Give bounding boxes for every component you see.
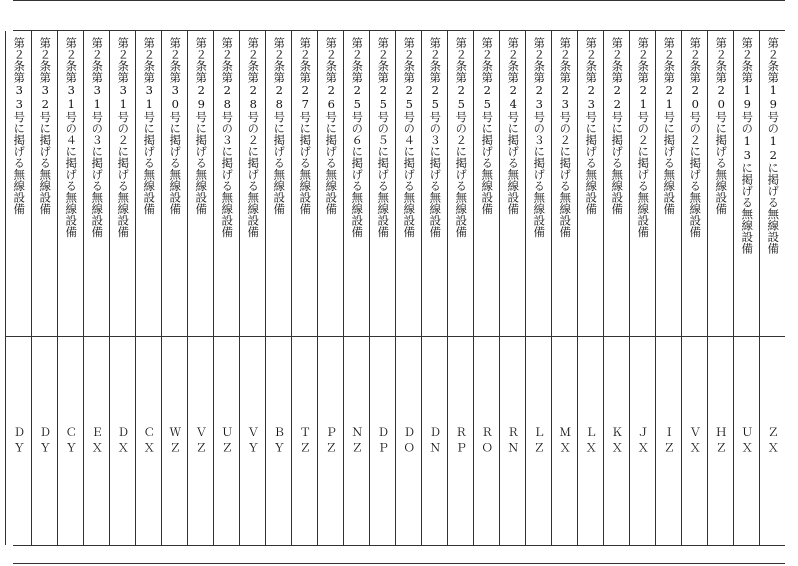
equipment-description-cell xyxy=(240,31,265,337)
table-row xyxy=(629,31,655,545)
equipment-description: 第２条第25号に掲げる無線設備 xyxy=(480,37,495,215)
equipment-code-cell xyxy=(396,337,421,545)
equipment-code: ＤＹ xyxy=(12,425,27,457)
table-row xyxy=(707,31,733,545)
equipment-description-cell xyxy=(552,31,577,337)
equipment-code-cell xyxy=(500,337,525,545)
equipment-description-cell xyxy=(630,31,655,337)
equipment-description: 第２条第30号に掲げる無線設備 xyxy=(168,37,183,215)
equipment-description-cell xyxy=(604,31,629,337)
equipment-description-cell xyxy=(188,31,213,337)
equipment-description-cell xyxy=(708,31,733,337)
equipment-description: 第２条第29号に掲げる無線設備 xyxy=(194,37,209,215)
equipment-code-cell xyxy=(214,337,239,545)
equipment-description: 第２条第25号の３に掲げる無線設備 xyxy=(428,37,443,238)
equipment-code-cell xyxy=(58,337,83,545)
equipment-code: ＵＸ xyxy=(740,425,755,457)
equipment-code-cell xyxy=(188,337,213,545)
equipment-code: ＤＹ xyxy=(38,425,53,457)
equipment-code: ＶＸ xyxy=(688,425,703,457)
equipment-code: ＵＺ xyxy=(220,425,235,457)
equipment-code: ＣＹ xyxy=(64,425,79,457)
equipment-code: ＴＺ xyxy=(298,425,313,457)
equipment-code: ＤＮ xyxy=(428,425,443,457)
equipment-description: 第２条第19号の13に掲げる無線設備 xyxy=(740,37,755,254)
equipment-code-cell xyxy=(370,337,395,545)
equipment-description: 第２条第28号の２に掲げる無線設備 xyxy=(246,37,261,238)
equipment-code: ＥＸ xyxy=(90,425,105,457)
equipment-description-cell xyxy=(84,31,109,337)
equipment-description-cell xyxy=(162,31,187,337)
table-row xyxy=(473,31,499,545)
equipment-code-cell xyxy=(110,337,135,545)
equipment-description: 第２条第31号の４に掲げる無線設備 xyxy=(64,37,79,238)
equipment-description: 第２条第31号の３に掲げる無線設備 xyxy=(90,37,105,238)
equipment-description-cell xyxy=(32,31,57,337)
equipment-description-cell xyxy=(318,31,343,337)
equipment-description-cell xyxy=(500,31,525,337)
table-row xyxy=(187,31,213,545)
table-row xyxy=(343,31,369,545)
equipment-code: ＨＺ xyxy=(714,425,729,457)
equipment-code-cell xyxy=(448,337,473,545)
equipment-description: 第２条第19号の12に掲げる無線設備 xyxy=(766,37,781,254)
equipment-code: ＬＸ xyxy=(584,425,599,457)
equipment-code: ＲＮ xyxy=(506,425,521,457)
equipment-code-cell xyxy=(344,337,369,545)
equipment-description: 第２条第23号に掲げる無線設備 xyxy=(584,37,599,215)
table-row xyxy=(525,31,551,545)
equipment-description-cell xyxy=(474,31,499,337)
equipment-code-cell xyxy=(578,337,603,545)
equipment-code: ＪＸ xyxy=(636,425,651,457)
table-row xyxy=(421,31,447,545)
equipment-description: 第２条第28号に掲げる無線設備 xyxy=(272,37,287,215)
equipment-description-cell xyxy=(266,31,291,337)
table-row xyxy=(5,31,31,545)
equipment-code: ＬＺ xyxy=(532,425,547,457)
table-row xyxy=(161,31,187,545)
equipment-description: 第２条第28号の３に掲げる無線設備 xyxy=(220,37,235,238)
table-row xyxy=(681,31,707,545)
equipment-code-cell xyxy=(266,337,291,545)
equipment-code-cell xyxy=(604,337,629,545)
equipment-code-cell xyxy=(32,337,57,545)
table-row xyxy=(499,31,525,545)
equipment-description-cell xyxy=(136,31,161,337)
table-row xyxy=(109,31,135,545)
equipment-description-cell xyxy=(292,31,317,337)
equipment-description: 第２条第21号に掲げる無線設備 xyxy=(662,37,677,215)
equipment-description: 第２条第32号に掲げる無線設備 xyxy=(38,37,53,215)
equipment-code-cell xyxy=(734,337,759,545)
table-row xyxy=(239,31,265,545)
bottom-rule xyxy=(13,563,785,564)
table-row xyxy=(447,31,473,545)
table-row xyxy=(291,31,317,545)
equipment-code: ＰＺ xyxy=(324,425,339,457)
equipment-code-cell xyxy=(682,337,707,545)
table-row xyxy=(265,31,291,545)
equipment-description-cell xyxy=(422,31,447,337)
equipment-description: 第２条第25号の４に掲げる無線設備 xyxy=(402,37,417,238)
equipment-description: 第２条第20号の２に掲げる無線設備 xyxy=(688,37,703,238)
equipment-code: ＤＯ xyxy=(402,425,417,457)
equipment-code: ＤＸ xyxy=(116,425,131,457)
table-row xyxy=(369,31,395,545)
table-row xyxy=(733,31,759,545)
equipment-code: ＺＸ xyxy=(766,425,781,457)
equipment-code: ＷＺ xyxy=(168,425,183,457)
equipment-code: ＢＹ xyxy=(272,425,287,457)
equipment-code-cell xyxy=(630,337,655,545)
equipment-code: ＤＰ xyxy=(376,425,391,457)
table-row xyxy=(213,31,239,545)
equipment-code-cell xyxy=(656,337,681,545)
table-row xyxy=(395,31,421,545)
equipment-description: 第２条第25号の６に掲げる無線設備 xyxy=(350,37,365,238)
table-row xyxy=(57,31,83,545)
equipment-description-cell xyxy=(6,31,31,337)
table-row xyxy=(317,31,343,545)
equipment-code-cell xyxy=(240,337,265,545)
equipment-code-cell xyxy=(552,337,577,545)
equipment-code-cell xyxy=(760,337,785,545)
table-row xyxy=(759,31,785,545)
equipment-code-cell xyxy=(708,337,733,545)
equipment-code-cell xyxy=(162,337,187,545)
equipment-code-cell xyxy=(136,337,161,545)
equipment-description-cell xyxy=(370,31,395,337)
table-row xyxy=(603,31,629,545)
table-row xyxy=(577,31,603,545)
equipment-description: 第２条第23号の３に掲げる無線設備 xyxy=(532,37,547,238)
top-rule xyxy=(13,0,785,1)
table-row xyxy=(83,31,109,545)
equipment-description-cell xyxy=(526,31,551,337)
equipment-description: 第２条第33号に掲げる無線設備 xyxy=(12,37,27,215)
equipment-description: 第２条第31号の２に掲げる無線設備 xyxy=(116,37,131,238)
equipment-description: 第２条第24号に掲げる無線設備 xyxy=(506,37,521,215)
equipment-code: ＲＰ xyxy=(454,425,469,457)
equipment-description-cell xyxy=(110,31,135,337)
equipment-code-table xyxy=(13,30,785,546)
table-row xyxy=(655,31,681,545)
equipment-description-cell xyxy=(344,31,369,337)
equipment-code: ＶＹ xyxy=(246,425,261,457)
equipment-description-cell xyxy=(682,31,707,337)
equipment-code-cell xyxy=(292,337,317,545)
equipment-description-cell xyxy=(760,31,785,337)
equipment-code-cell xyxy=(84,337,109,545)
equipment-description: 第２条第23号の２に掲げる無線設備 xyxy=(558,37,573,238)
equipment-code: ＲＯ xyxy=(480,425,495,457)
table-row xyxy=(31,31,57,545)
equipment-code: ＮＺ xyxy=(350,425,365,457)
equipment-description-cell xyxy=(214,31,239,337)
equipment-code-cell xyxy=(318,337,343,545)
equipment-code-cell xyxy=(474,337,499,545)
equipment-code-cell xyxy=(526,337,551,545)
equipment-code: ＫＸ xyxy=(610,425,625,457)
equipment-description-cell xyxy=(656,31,681,337)
equipment-description: 第２条第26号に掲げる無線設備 xyxy=(324,37,339,215)
equipment-description-cell xyxy=(578,31,603,337)
equipment-description-cell xyxy=(448,31,473,337)
equipment-code: ＭＸ xyxy=(558,425,573,457)
equipment-description: 第２条第21号の２に掲げる無線設備 xyxy=(636,37,651,238)
equipment-code: ＶＺ xyxy=(194,425,209,457)
equipment-description: 第２条第25号の２に掲げる無線設備 xyxy=(454,37,469,238)
equipment-description: 第２条第22号に掲げる無線設備 xyxy=(610,37,625,215)
equipment-description-cell xyxy=(396,31,421,337)
equipment-code: ＩＺ xyxy=(662,425,677,457)
table-row xyxy=(135,31,161,545)
equipment-description: 第２条第31号に掲げる無線設備 xyxy=(142,37,157,215)
equipment-code-cell xyxy=(6,337,31,545)
equipment-description: 第２条第27号に掲げる無線設備 xyxy=(298,37,313,215)
equipment-code-cell xyxy=(422,337,447,545)
equipment-description-cell xyxy=(734,31,759,337)
equipment-description: 第２条第25号の５に掲げる無線設備 xyxy=(376,37,391,238)
equipment-description: 第２条第20号に掲げる無線設備 xyxy=(714,37,729,215)
table-row xyxy=(551,31,577,545)
equipment-description-cell xyxy=(58,31,83,337)
equipment-code: ＣＸ xyxy=(142,425,157,457)
